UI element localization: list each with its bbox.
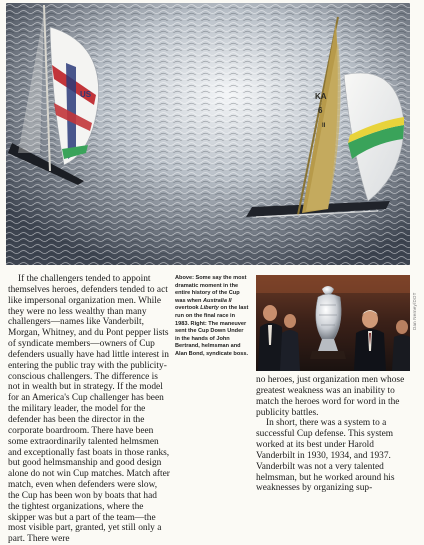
left-sail-mark: US (80, 90, 92, 99)
sailboat-race-illustration (6, 3, 410, 265)
trophy-ceremony-photo (256, 275, 410, 371)
right-sail-mark-2: 6 (318, 106, 323, 115)
caption-italic-liberty: Liberty (200, 305, 219, 312)
right-column-paragraph: In short, there was a system to a successful Cup defense. This system worked at its best under Harold Vanderbilt in 1930, 1934, and 1937. Vanderbilt was not a very talented helmsman, but he worked around his weaknesses by organizing sup- (256, 418, 395, 494)
trophy-ceremony-illustration (256, 275, 410, 371)
article-left-column (8, 274, 170, 545)
sailboat-race-photo (6, 3, 410, 265)
caption-rest: on the last run on the final race in 1983. Right: The maneuver sent the Cup Down Under in the hands of John Bertrand, helmsman and Alan Bond, syndicate boss. (175, 305, 249, 357)
right-hull-mark: II (322, 123, 326, 129)
caption-lead: Above: Some say the most dramatic moment in the entire history of the Cup was when (175, 275, 247, 304)
caption-italic-australia: Australia II (203, 297, 232, 304)
article-right-column (256, 375, 414, 494)
photo-caption (175, 275, 249, 359)
left-column-paragraph: If the challengers tended to appoint themselves heroes, defenders tended to act like impersonal organization men. While they were no less wealthy than many challengers—names like Vanderbilt, Morgan, Whitney, and du Pont pepper lists of syndicate members—owners of Cup defenders usually have had little interest in entering the public tray with the publicity-conscious challengers. The difference is not in wealth but in strategy. If the model for an America's Cup challenger has been the military leader, the model for the defender has been the director in the corporate boardroom. There have been some extraordinarily talented helmsmen and exceptionally fast boats in those ranks, but good helmsmanship and good design alone do not win Cup matches. Match after match, even when defenders were slow, the Cup has been won by boats that had the tightest organizations, where the skipper was but a part of the team—the most visible part, granted, yet still only a part. There were (8, 274, 170, 545)
right-column-continuation: no heroes, just organization men whose greatest weakness was an inability to match the heroes word for word in the publicity battles. (256, 375, 405, 418)
caption-mid: overtook (175, 305, 199, 312)
right-sail-mark-1: KA (315, 92, 327, 101)
photo-credit: Dan Nerney/DOT (412, 292, 417, 330)
